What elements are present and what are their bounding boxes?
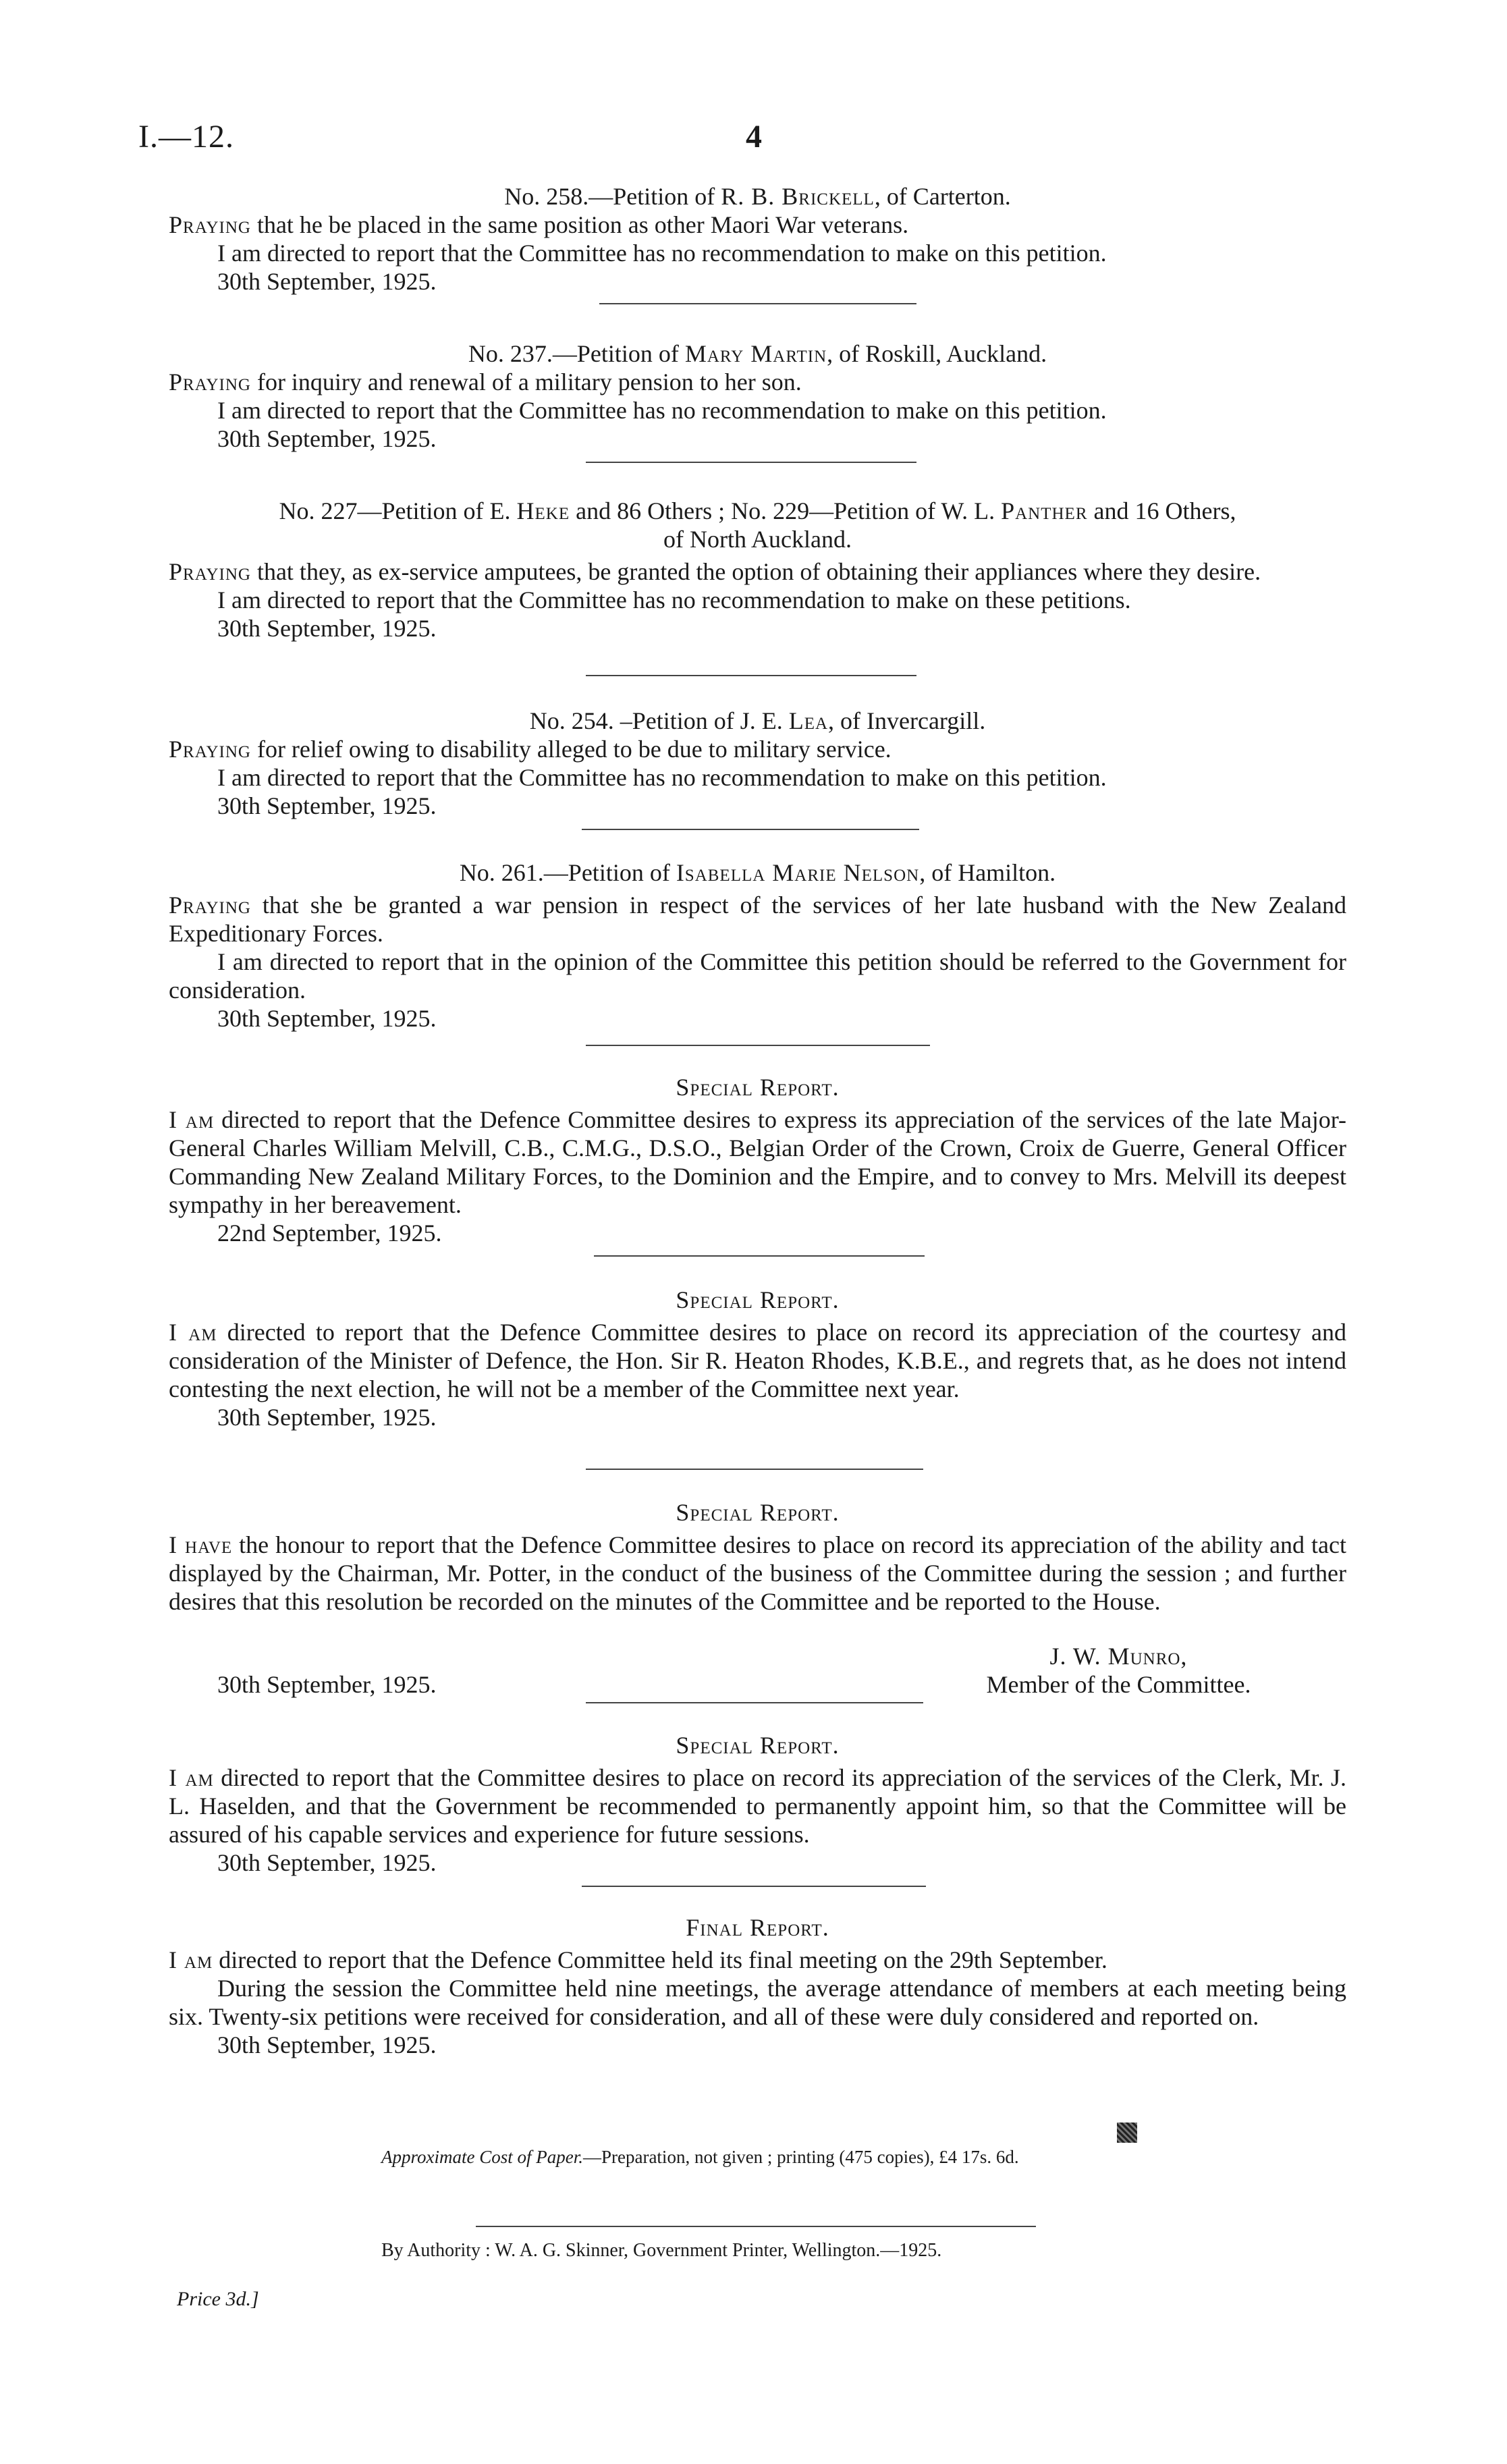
report-date: 30th September, 1925. xyxy=(217,2031,437,2058)
report-date: 30th September, 1925. xyxy=(217,268,437,295)
special-report-clerk xyxy=(169,1731,1346,1877)
report-date: 30th September, 1925. xyxy=(217,1849,437,1876)
special-report-title: Special Report. xyxy=(676,1499,840,1526)
signature-name: J. W. Munro, xyxy=(1049,1643,1188,1670)
report-date: 30th September, 1925. xyxy=(217,1671,437,1698)
petitioner-name: Isabella Marie Nelson xyxy=(676,859,920,886)
final-report xyxy=(169,1913,1346,2059)
section-divider xyxy=(586,462,916,463)
print-mark xyxy=(1117,2123,1137,2143)
special-report-chairman xyxy=(169,1498,1346,1616)
special-report-body: I am directed to report that the Defence Committee desires to place on record its appreciation of the courtesy and consideration of the Minister of Defence, the Hon. Sir R. Heaton Rhodes, K.B.E., and regrets that, as he does not intend contesting the next election, he will not be a member of the Committee next year. xyxy=(169,1319,1346,1402)
special-report-melvill xyxy=(169,1073,1346,1247)
petition-258 xyxy=(169,182,1346,296)
price: Price 3d.] xyxy=(177,2288,259,2310)
petition-heading-line2: of North Auckland. xyxy=(663,526,852,553)
section-divider xyxy=(582,1886,926,1887)
section-divider xyxy=(586,675,916,676)
section-divider xyxy=(599,303,916,304)
petitioner-name: Mary Martin xyxy=(684,340,827,367)
authority-text: W. A. G. Skinner, Government Printer, Wellington.—1925. xyxy=(495,2240,942,2261)
special-report-body: I am directed to report that the Committee desires to place on record its appreciation of the services of the Clerk, Mr. J. L. Haselden, and that the Government be recommended to permanently appoint him, so that the Committee will be assured of his capable services and experience for future sessions. xyxy=(169,1764,1346,1848)
petition-heading: No. 227—Petition of E. Heke and 86 Others ; No. 229—Petition of W. L. Panther and 16 Others, xyxy=(279,497,1236,524)
report-date: 30th September, 1925. xyxy=(217,615,437,642)
section-divider xyxy=(582,829,919,830)
footer-divider xyxy=(476,2226,1036,2227)
page-number: 4 xyxy=(746,119,762,155)
praying-text: Praying that he be placed in the same position as other Maori War veterans. xyxy=(169,211,909,238)
petition-237 xyxy=(169,339,1346,453)
cost-label: Approximate Cost of Paper. xyxy=(381,2147,583,2167)
special-report-title: Special Report. xyxy=(676,1074,840,1101)
report-text: I am directed to report that in the opinion of the Committee this petition should be referred to the Government for consideration. xyxy=(169,948,1346,1004)
praying-text: Praying that they, as ex-service amputees, be granted the option of obtaining their appliances where they desire. xyxy=(169,558,1261,585)
signature-role: Member of the Committee. xyxy=(986,1671,1251,1698)
report-date: 22nd September, 1925. xyxy=(217,1220,442,1247)
petition-254 xyxy=(169,707,1346,820)
special-report-title: Special Report. xyxy=(676,1732,840,1759)
printer-authority xyxy=(381,2237,941,2265)
final-report-body-2: During the session the Committee held nine meetings, the average attendance of members at each meeting being six. Twenty-six petitions were received for consideration, and all of these were duly considered and reported on. xyxy=(169,1975,1346,2030)
petition-heading: No. 237.—Petition of Mary Martin, of Roskill, Auckland. xyxy=(468,340,1047,367)
special-report-body: I am directed to report that the Defence Committee desires to express its appreciation of the services of the late Major-General Charles William Melvill, C.B., C.M.G., D.S.O., Belgian Order of the Crown, Croix de Guerre, General Officer Commanding New Zealand Military Forces, to the Dominion and the Empire, and to convey to Mrs. Melvill its deepest sympathy in her bereavement. xyxy=(169,1106,1346,1218)
petitioner-name: R. B. Brickell xyxy=(721,183,875,210)
report-text: I am directed to report that the Committee has no recommendation to make on these petitions. xyxy=(217,586,1131,613)
report-date: 30th September, 1925. xyxy=(217,425,437,452)
section-divider xyxy=(586,1469,923,1470)
praying-text: Praying for inquiry and renewal of a military pension to her son. xyxy=(169,368,802,395)
cost-of-paper xyxy=(381,2143,1019,2171)
cost-text: —Preparation, not given ; printing (475 copies), £4 17s. 6d. xyxy=(582,2147,1019,2167)
petition-heading: No. 258.—Petition of R. B. Brickell, of Carterton. xyxy=(504,183,1011,210)
report-date: 30th September, 1925. xyxy=(217,792,437,819)
report-date: 30th September, 1925. xyxy=(217,1404,437,1431)
authority-label: By Authority : xyxy=(381,2240,495,2261)
petition-227-229 xyxy=(169,497,1346,642)
document-id: I.—12. xyxy=(138,119,234,155)
praying-text: Praying that she be granted a war pension in respect of the services of her late husband with the New Zealand Expeditionary Forces. xyxy=(169,892,1346,947)
section-divider xyxy=(594,1255,925,1257)
petition-heading: No. 261.—Petition of Isabella Marie Nelson, of Hamilton. xyxy=(459,859,1056,886)
final-report-body: I am directed to report that the Defence Committee held its final meeting on the 29th September. xyxy=(169,1946,1107,1973)
report-text: I am directed to report that the Committee has no recommendation to make on this petition. xyxy=(217,764,1107,791)
special-report-title: Special Report. xyxy=(676,1286,840,1313)
report-text: I am directed to report that the Committee has no recommendation to make on this petition. xyxy=(217,397,1107,424)
special-report-body: I have the honour to report that the Defence Committee desires to place on record its appreciation of the ability and tact displayed by the Chairman, Mr. Potter, in the conduct of the business of the Committee during the session ; and further desires that this resolution be recorded on the minutes of the Committee and be reported to the House. xyxy=(169,1531,1346,1615)
petitioner-name: Lea xyxy=(788,707,829,734)
report-date: 30th September, 1925. xyxy=(217,1005,437,1032)
praying-text: Praying for relief owing to disability alleged to be due to military service. xyxy=(169,736,892,763)
final-report-title: Final Report. xyxy=(686,1914,829,1941)
petitioner-name: Heke xyxy=(516,497,570,524)
section-divider xyxy=(586,1702,923,1703)
report-text: I am directed to report that the Committee has no recommendation to make on this petition. xyxy=(217,240,1107,267)
signature-block xyxy=(945,1642,1292,1699)
section-divider xyxy=(586,1045,930,1046)
petitioner-name: Panther xyxy=(1001,497,1088,524)
petition-261 xyxy=(169,858,1346,1033)
special-report-minister xyxy=(169,1286,1346,1431)
petition-heading: No. 254. –Petition of J. E. Lea, of Invercargill. xyxy=(529,707,986,734)
